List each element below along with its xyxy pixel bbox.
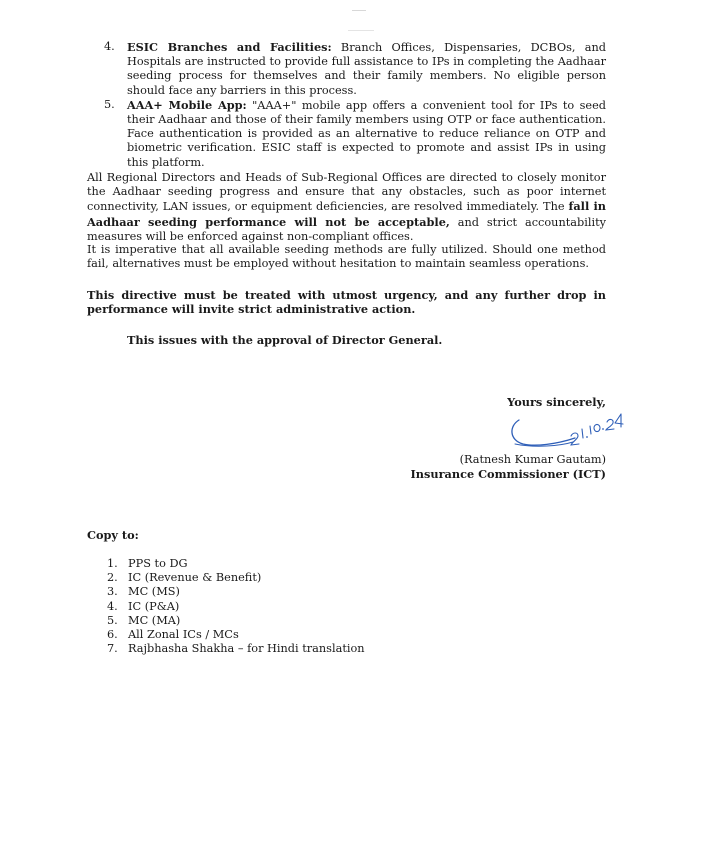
paragraph-text: and strict accountability measures will be enforced against non-compliant offices. (87, 215, 606, 243)
list-item-text: MC (MA) (128, 613, 181, 627)
list-item-number: 1. (107, 557, 118, 570)
list-item-text: MC (MS) (128, 585, 180, 599)
list-item (107, 642, 365, 656)
list-item-number: 7. (107, 642, 118, 656)
list-item-number: 5. (107, 613, 118, 627)
handwritten-signature (505, 408, 625, 454)
signer-designation: Insurance Commissioner (ICT) (410, 467, 606, 481)
list-item-text: All Zonal ICs / MCs (128, 628, 239, 642)
list-item-number: 4. (104, 40, 115, 53)
list-item-number: 6. (107, 628, 118, 642)
urgency-paragraph: This directive must be treated with utmost urgency, and any further drop in performance will invite strict administrative action. (87, 288, 606, 317)
list-item (107, 600, 365, 614)
paragraph-emphasis: fall in Aadhaar seeding performance will not be acceptable, (87, 199, 606, 229)
list-item-body: Branch Offices, Dispensaries, DCBOs, and Hospitals are instructed to provide full assistance to IPs in completing the Aadhaar seeding process for themselves and their family members. No eligible person should face any barriers in this process. (127, 41, 606, 97)
paragraph-text: All Regional Directors and Heads of Sub-Regional Offices are directed to closely monitor the Aadhaar seeding progress and ensure that any obstacles, such as poor internet connectivity, LAN issues, or equipment deficiencies, are resolved immediately. The (87, 171, 606, 214)
list-item-text: IC (Revenue & Benefit) (128, 571, 262, 585)
scan-mark (348, 30, 374, 31)
copy-to-list (107, 557, 365, 656)
list-item (104, 40, 606, 98)
instructions-list (104, 40, 606, 170)
list-item-number: 3. (107, 585, 118, 599)
list-item-body: "AAA+" mobile app offers a convenient tool for IPs to seed their Aadhaar and those of their family members using OTP or face authentication. Face authentication is provided as an alternative to reduce reliance on OTP and biometric verification. ESIC staff is expected to promote and assist IPs in using this platform. (127, 98, 606, 169)
list-item (107, 585, 365, 599)
scan-mark (352, 10, 366, 11)
methods-paragraph: It is imperative that all available seeding methods are fully utilized. Should one method fail, alternatives must be employed without hesitation to maintain seamless operations. (87, 243, 606, 271)
list-item-title: ESIC Branches and Facilities: (127, 40, 332, 54)
list-item-text: IC (P&A) (128, 599, 180, 613)
list-item (107, 571, 365, 585)
list-item-number: 2. (107, 571, 118, 585)
list-item-text: Rajbhasha Shakha – for Hindi translation (128, 642, 365, 656)
list-item (107, 557, 365, 571)
approval-line: This issues with the approval of Director General. (127, 333, 443, 347)
list-item-number: 4. (107, 599, 118, 613)
list-item-title: AAA+ Mobile App: (127, 97, 247, 112)
monitoring-paragraph (87, 171, 606, 244)
closing-salutation: Yours sincerely, (507, 395, 606, 409)
list-item (107, 628, 365, 642)
signer-name: (Ratnesh Kumar Gautam) (459, 453, 606, 466)
list-item-text: PPS to DG (128, 557, 188, 570)
list-item (104, 98, 606, 170)
list-item (107, 614, 365, 628)
copy-to-heading: Copy to: (87, 528, 139, 542)
list-item-number: 5. (104, 97, 115, 111)
